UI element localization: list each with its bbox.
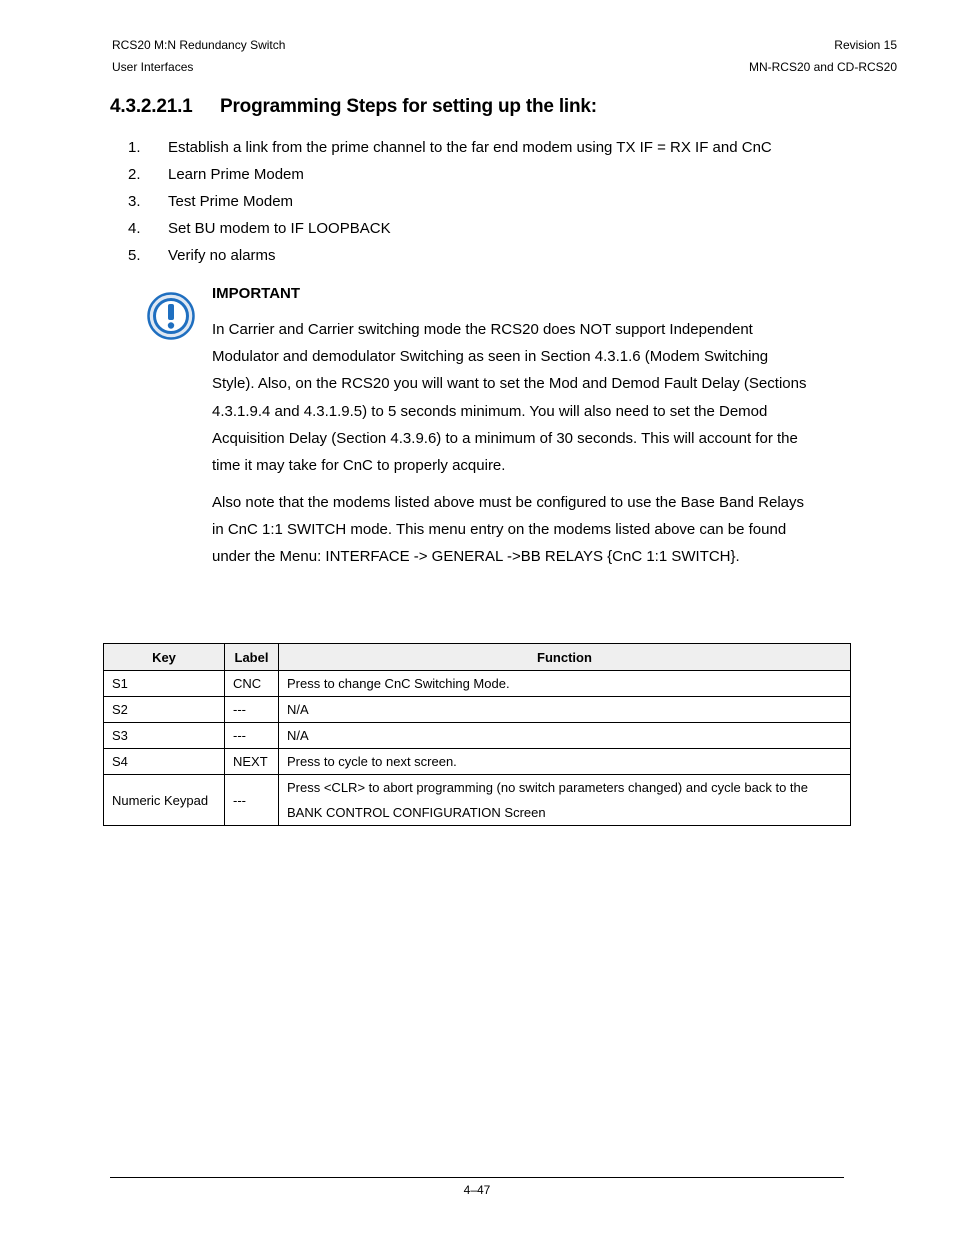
cell-function: Press to cycle to next screen. — [279, 749, 851, 775]
step-text: Establish a link from the prime channel to the far end modem using TX IF = RX IF and CnC — [168, 139, 772, 156]
cell-key: S3 — [104, 723, 225, 749]
step-number: 4. — [128, 220, 141, 237]
table-row — [104, 723, 851, 749]
table-row — [104, 775, 851, 826]
step-number: 1. — [128, 139, 141, 156]
cell-key: S1 — [104, 671, 225, 697]
header-doc-title: RCS20 M:N Redundancy Switch — [112, 38, 286, 52]
cell-function: N/A — [279, 697, 851, 723]
table-row — [104, 749, 851, 775]
page-number: 4–47 — [463, 1183, 491, 1197]
step-text: Test Prime Modem — [168, 193, 294, 210]
column-header-key: Key — [104, 644, 225, 671]
column-header-function: Function — [279, 644, 851, 671]
cell-key: S2 — [104, 697, 225, 723]
section-number: 4.3.2.21.1 — [110, 96, 193, 117]
column-header-label: Label — [225, 644, 279, 671]
important-exclamation-icon — [147, 292, 195, 340]
cell-function: Press to change CnC Switching Mode. — [279, 671, 851, 697]
step-text: Learn Prime Modem — [168, 166, 304, 183]
cell-function: Press <CLR> to abort programming (no switch parameters changed) and cycle back to the BANK CONTROL CONFIGURATION Screen — [279, 775, 851, 826]
step-number: 5. — [128, 247, 141, 264]
step-text: Verify no alarms — [168, 247, 276, 264]
list-item — [128, 246, 772, 273]
footer-divider — [110, 1177, 844, 1178]
section-heading — [110, 96, 597, 118]
important-paragraph-1: In Carrier and Carrier switching mode the RCS20 does NOT support Independent Modulator and demodulator Switching as seen in Section 4.3.1.6 (Modem Switching Style). Also, on the RCS20 you will want to set the Mod and Demod Fault Delay (Sections 4.3.1.9.4 and 4.3.1.9.5) to 5 seconds minimum. You will also need to set the Demod Acquisition Delay (Section 4.3.9.6) to a minimum of 30 seconds. This will account for the time it may take for CnC to properly acquire. — [212, 321, 807, 475]
header-doc-number: MN-RCS20 and CD-RCS20 — [748, 60, 897, 74]
list-item — [128, 138, 772, 165]
cell-key: S4 — [104, 749, 225, 775]
cell-key: Numeric Keypad — [104, 775, 225, 826]
step-number: 2. — [128, 166, 141, 183]
list-item — [128, 165, 772, 192]
table-row — [104, 671, 851, 697]
important-title: IMPORTANT — [212, 285, 301, 302]
list-item — [128, 192, 772, 219]
step-text: Set BU modem to IF LOOPBACK — [168, 220, 391, 237]
cell-label: --- — [225, 775, 279, 826]
list-item — [128, 219, 772, 246]
table-header-row — [104, 644, 851, 671]
cell-function: N/A — [279, 723, 851, 749]
steps-list — [128, 138, 772, 273]
cell-label: --- — [225, 723, 279, 749]
header-revision: Revision 15 — [834, 38, 897, 52]
cell-label: --- — [225, 697, 279, 723]
header-chapter: User Interfaces — [112, 60, 194, 74]
cell-label: CNC — [225, 671, 279, 697]
key-function-table — [103, 643, 851, 826]
step-number: 3. — [128, 193, 141, 210]
cell-label: NEXT — [225, 749, 279, 775]
table-row — [104, 697, 851, 723]
section-title: Programming Steps for setting up the link: — [220, 96, 597, 117]
important-paragraph-2: Also note that the modems listed above must be configured to use the Base Band Relays in CnC 1:1 SWITCH mode. This menu entry on the modems listed above can be found under the Menu: INTERFACE -> GENERAL ->BB RELAYS {CnC 1:1 SWITCH}. — [212, 494, 805, 566]
